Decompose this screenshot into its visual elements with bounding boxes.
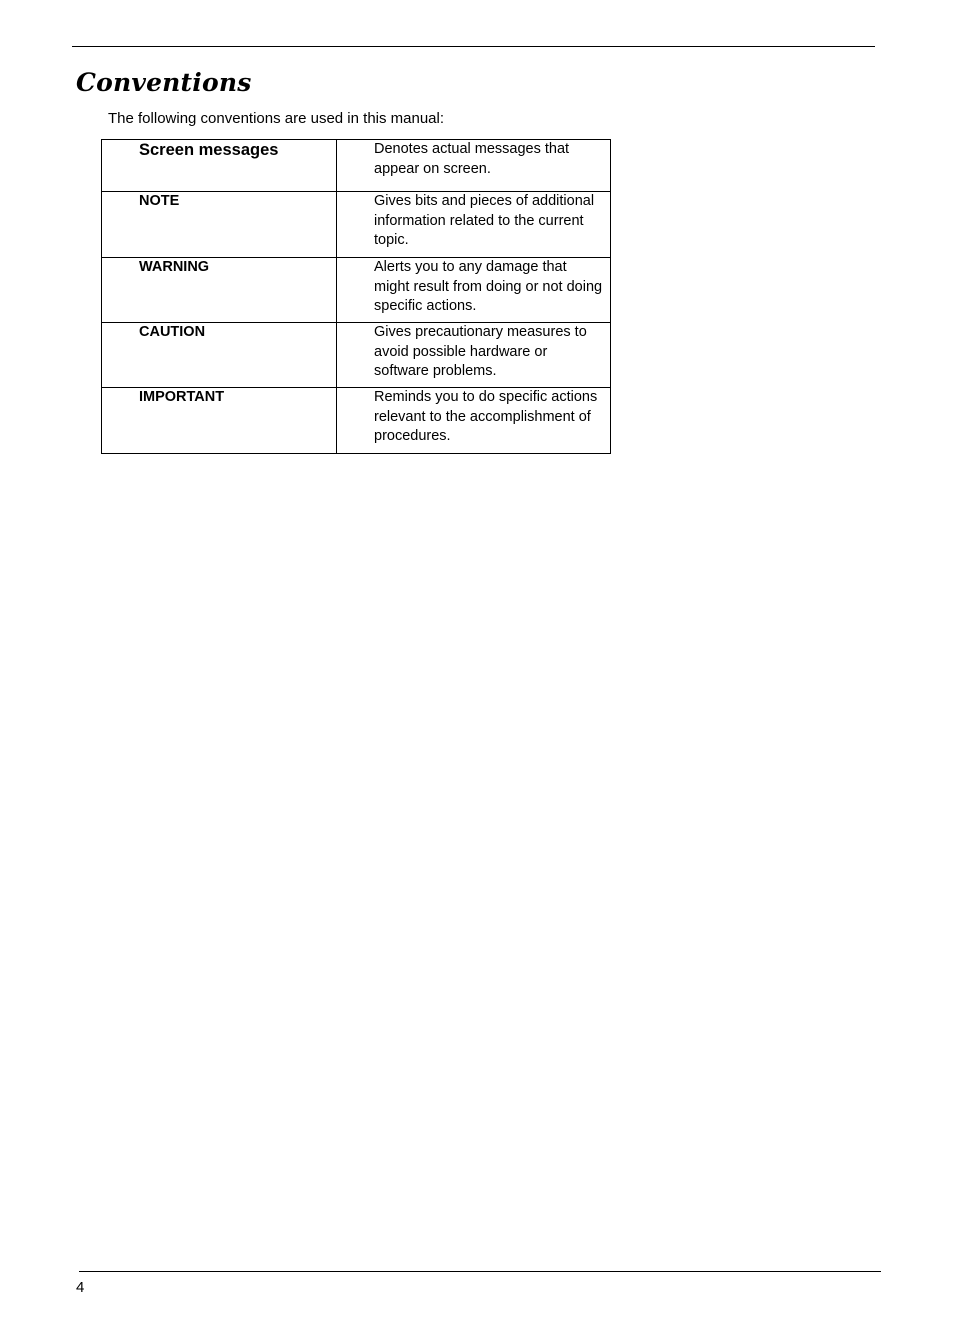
convention-description: Alerts you to any damage that might result from doing or not doing specific actions. [337, 258, 611, 323]
intro-text: The following conventions are used in this manual: [108, 110, 445, 127]
table-row [102, 258, 611, 323]
header-rule [72, 46, 875, 47]
footer-rule [79, 1271, 881, 1272]
page-title: Conventions [76, 68, 252, 97]
conventions-table [101, 139, 611, 454]
table-row [102, 388, 611, 454]
convention-term: Screen messages [102, 140, 337, 192]
convention-term: NOTE [102, 192, 337, 258]
convention-term: IMPORTANT [102, 388, 337, 454]
convention-description: Denotes actual messages that appear on screen. [337, 140, 611, 192]
convention-term: WARNING [102, 258, 337, 323]
convention-description: Reminds you to do specific actions relevant to the accomplishment of procedures. [337, 388, 611, 454]
table-row [102, 140, 611, 192]
page-number: 4 [76, 1279, 85, 1296]
table-row [102, 323, 611, 388]
convention-description: Gives bits and pieces of additional information related to the current topic. [337, 192, 611, 258]
table-row [102, 192, 611, 258]
convention-term: CAUTION [102, 323, 337, 388]
convention-description: Gives precautionary measures to avoid possible hardware or software problems. [337, 323, 611, 388]
